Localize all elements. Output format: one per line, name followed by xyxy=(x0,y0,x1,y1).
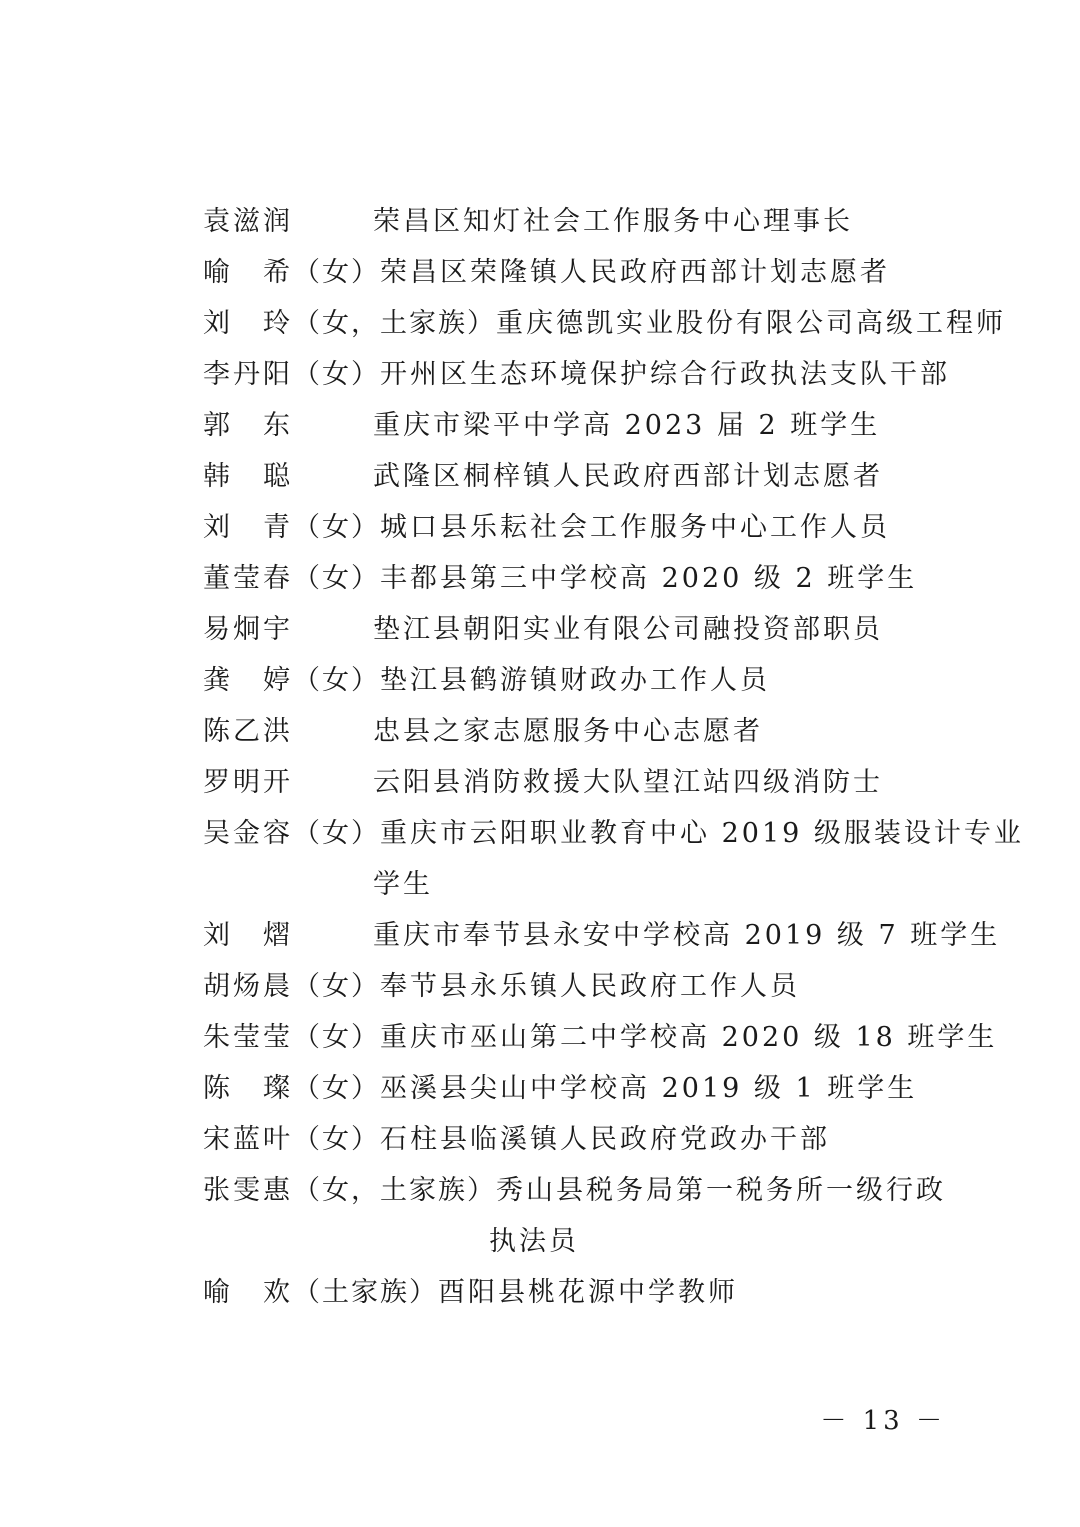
honoree-list xyxy=(203,196,1024,1318)
list-item xyxy=(203,910,1001,961)
person-info: （女） xyxy=(293,563,380,594)
person-description: 荣昌区荣隆镇人民政府西部计划志愿者 xyxy=(380,257,890,288)
person-description: 重庆德凯实业股份有限公司高级工程师 xyxy=(496,308,1006,339)
person-description: 石柱县临溪镇人民政府党政办干部 xyxy=(380,1124,830,1155)
person-description: 丰都县第三中学校高 2020 级 2 班学生 xyxy=(380,563,918,594)
person-info: （土家族） xyxy=(293,1277,438,1308)
person-info: （女） xyxy=(293,257,380,288)
person-name: 吴金容 xyxy=(203,818,293,849)
person-info: （女） xyxy=(293,818,380,849)
person-description: 垫江县朝阳实业有限公司融投资部职员 xyxy=(373,614,883,645)
person-description: 重庆市梁平中学高 2023 届 2 班学生 xyxy=(373,410,881,441)
person-description: 荣昌区知灯社会工作服务中心理事长 xyxy=(373,206,853,237)
person-info: （女） xyxy=(293,1073,380,1104)
list-item xyxy=(203,1267,963,1318)
person-name: 刘 熠 xyxy=(203,920,293,951)
person-description: 忠县之家志愿服务中心志愿者 xyxy=(373,716,763,747)
person-description: 重庆市奉节县永安中学校高 2019 级 7 班学生 xyxy=(373,920,1001,951)
person-name: 陈 璨 xyxy=(203,1073,293,1104)
person-description: 开州区生态环境保护综合行政执法支队干部 xyxy=(380,359,950,390)
person-name: 陈乙洪 xyxy=(203,716,293,747)
person-info: （女） xyxy=(293,971,380,1002)
person-name: 张雯惠 xyxy=(203,1175,293,1206)
person-name: 刘 青 xyxy=(203,512,293,543)
person-description: 巫溪县尖山中学校高 2019 级 1 班学生 xyxy=(380,1073,918,1104)
person-name: 胡炀晨 xyxy=(203,971,293,1002)
person-info: （女，土家族） xyxy=(293,308,496,339)
person-name: 罗明开 xyxy=(203,767,293,798)
person-name: 袁滋润 xyxy=(203,206,293,237)
person-name: 刘 玲 xyxy=(203,308,293,339)
list-item xyxy=(203,1012,998,1063)
person-info: （女） xyxy=(293,512,380,543)
list-item xyxy=(203,706,963,757)
person-description: 城口县乐耘社会工作服务中心工作人员 xyxy=(380,512,890,543)
list-item xyxy=(203,757,963,808)
list-item xyxy=(203,655,963,706)
person-description: 武隆区桐梓镇人民政府西部计划志愿者 xyxy=(373,461,883,492)
person-name: 龚 婷 xyxy=(203,665,293,696)
person-description: 重庆市云阳职业教育中心 2019 级服装设计专业 xyxy=(380,818,1024,849)
list-item xyxy=(203,604,963,655)
person-name: 韩 聪 xyxy=(203,461,293,492)
person-description-continued: 学生 xyxy=(373,869,433,900)
person-description-continued: 执法员 xyxy=(489,1226,579,1257)
list-item xyxy=(203,451,963,502)
person-name: 喻 欢 xyxy=(203,1277,293,1308)
person-description: 奉节县永乐镇人民政府工作人员 xyxy=(380,971,800,1002)
list-item xyxy=(203,1165,963,1267)
list-item xyxy=(203,349,963,400)
person-info: （女） xyxy=(293,1022,380,1053)
list-item xyxy=(203,808,1024,910)
list-item xyxy=(203,400,963,451)
person-name: 郭 东 xyxy=(203,410,293,441)
person-name: 朱莹莹 xyxy=(203,1022,293,1053)
person-name: 易炯宇 xyxy=(203,614,293,645)
person-description: 云阳县消防救援大队望江站四级消防士 xyxy=(373,767,883,798)
person-description: 垫江县鹤游镇财政办工作人员 xyxy=(380,665,770,696)
person-info: （女） xyxy=(293,665,380,696)
person-name: 董莹春 xyxy=(203,563,293,594)
list-item xyxy=(203,553,963,604)
person-description: 酉阳县桃花源中学教师 xyxy=(438,1277,738,1308)
person-info: （女） xyxy=(293,359,380,390)
list-item xyxy=(203,961,963,1012)
person-description: 秀山县税务局第一税务所一级行政 xyxy=(496,1175,946,1206)
person-description: 重庆市巫山第二中学校高 2020 级 18 班学生 xyxy=(380,1022,998,1053)
list-item xyxy=(203,247,963,298)
person-info: （女，土家族） xyxy=(293,1175,496,1206)
list-item xyxy=(203,1063,963,1114)
list-item xyxy=(203,1114,963,1165)
person-name: 喻 希 xyxy=(203,257,293,288)
list-item xyxy=(203,502,963,553)
person-name: 李丹阳 xyxy=(203,359,293,390)
page-number: － 13 － xyxy=(820,1406,946,1436)
list-item xyxy=(203,298,1006,349)
person-info: （女） xyxy=(293,1124,380,1155)
person-name: 宋蓝叶 xyxy=(203,1124,293,1155)
list-item xyxy=(203,196,963,247)
